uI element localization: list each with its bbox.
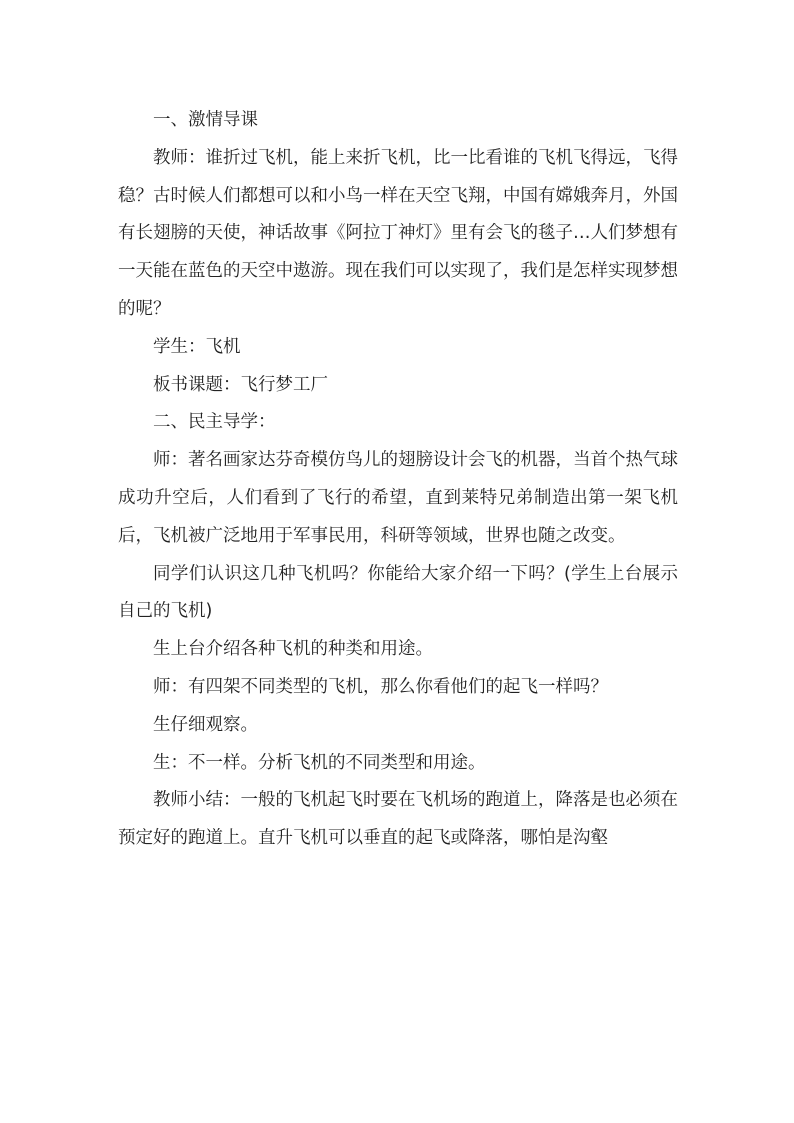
paragraph-student-observe: 生仔细观察。 xyxy=(153,714,258,735)
paragraph-lesson-title: 板书课题：飞行梦工厂 xyxy=(153,374,328,395)
section-heading-guided-learning: 二、民主导学： xyxy=(153,412,276,433)
paragraph-teacher-question: 师：有四架不同类型的飞机，那么你看他们的起飞一样吗？ xyxy=(153,676,608,697)
paragraph-student-answer: 学生：飞机 xyxy=(153,336,241,357)
paragraph-class-question: 同学们认识这几种飞机吗？你能给大家介绍一下吗？(学生上台展示自己的飞机) xyxy=(118,563,678,622)
paragraph-student-presentation: 生上台介绍各种飞机的种类和用途。 xyxy=(153,639,433,660)
section-heading-intro: 一、激情导课 xyxy=(153,110,258,130)
paragraph-teacher-history: 师：著名画家达芬奇模仿鸟儿的翅膀设计会飞的机器，当首个热气球成功升空后，人们看到了飞行的希望，直到莱特兄弟制造出第一架飞机后，飞机被广泛地用于军事民用，科研等领域，世界也随之改变。 xyxy=(118,450,678,546)
paragraph-teacher-intro: 教师：谁折过飞机，能上来折飞机，比一比看谁的飞机飞得远，飞得稳？古时候人们都想可以和小鸟一样在天空飞翔，中国有嫦娥奔月，外国有长翅膀的天使，神话故事《阿拉丁神灯》里有会飞的毯子…人们梦想有一天能在蓝色的天空中遨游。现在我们可以实现了，我们是怎样实现梦想的呢？ xyxy=(118,147,678,319)
paragraph-student-analysis: 生：不一样。分析飞机的不同类型和用途。 xyxy=(153,752,486,773)
document-body xyxy=(118,102,678,858)
paragraph-teacher-summary: 教师小结：一般的飞机起飞时要在飞机场的跑道上，降落是也必须在预定好的跑道上。直升飞机可以垂直的起飞或降落，哪怕是沟壑 xyxy=(118,790,678,849)
